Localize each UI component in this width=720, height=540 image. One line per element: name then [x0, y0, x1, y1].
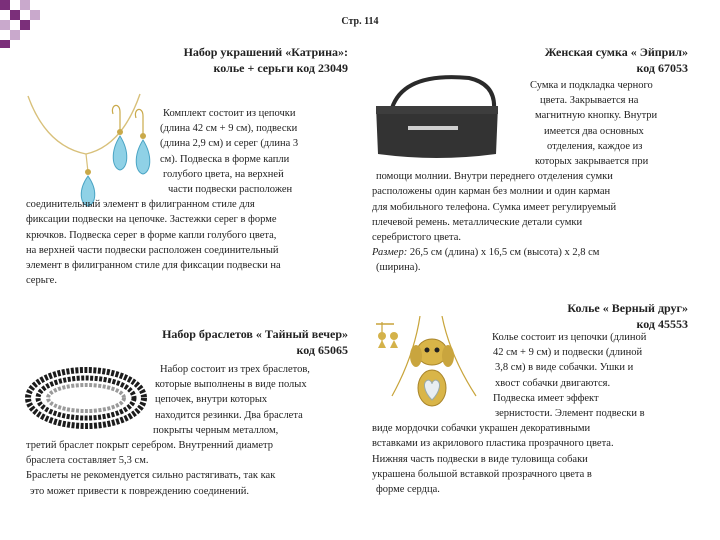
april-size-label: Размер:: [372, 247, 408, 259]
katrina-title: Набор украшений «Катрина»: колье + серьги код 23049: [183, 45, 348, 75]
evening-description: Набор состоит из трех браслетов, которые выполнены в виде полых цепочек, внутри которых находится резинки. Два браслета покрыты черным металлом, третий браслет покрыт серебром. Внутренний диаметр браслета составляет 5,3 см. Браслеты не рекомендуется сильно растягивать, так как это может привести к повреждению соединений.: [26, 364, 310, 497]
april-description: Сумка и подкладка черного цвета. Закрывается на магнитную кнопку. Внутри имеется два основных отделения, каждое из которых закрывается при помощи молнии. Внутри переднего отделения сумки расположены один карман без молнии и один карман для мобильного телефона. Сумка имеет регулируемый плечевой ремень. металлические детали сумки серебристого цвета. Размер: 26,5 см (длина) х 16,5 см (высота) х 2,8 см (ширина).: [372, 80, 658, 274]
evening-title: Набор браслетов « Тайный вечер» код 65065: [162, 327, 348, 357]
april-title: Женская сумка « Эйприл» код 67053: [544, 45, 688, 75]
friend-description: Колье состоит из цепочки (длиной 42 см + 9 см) и подвески (длиной 3,8 см) в виде собачки. Ушки и хвост собачки двигаются. Подвеска имеет эффект зернистости. Элемент подвески в виде мордочки собачки украшен декоративными вставками из акрилового пластика прозрачного цвета. Нижняя часть подвески в виде туловища собаки украшена большой вставкой прозрачного цвета в форме сердца.: [372, 332, 647, 496]
friend-title: Колье « Верный друг» код 45553: [567, 301, 688, 331]
page-number: Стр. 114: [341, 16, 379, 27]
katrina-description: Комплект состоит из цепочки (длина 42 см + 9 см), подвески (длина 2,9 см) и серег (длина 3 см). Подвеска в форме капли голубого цвета, на верхней части подвески расположен соединительный элемент в филигранном стиле для фиксации подвески на цепочке. Застежки серег в форме крючков. Подвеска серег в форме капли голубого цвета, на верхней части подвески расположен соединительный элемент в филигранном стиле для фиксации подвески на серьге.: [26, 108, 299, 287]
